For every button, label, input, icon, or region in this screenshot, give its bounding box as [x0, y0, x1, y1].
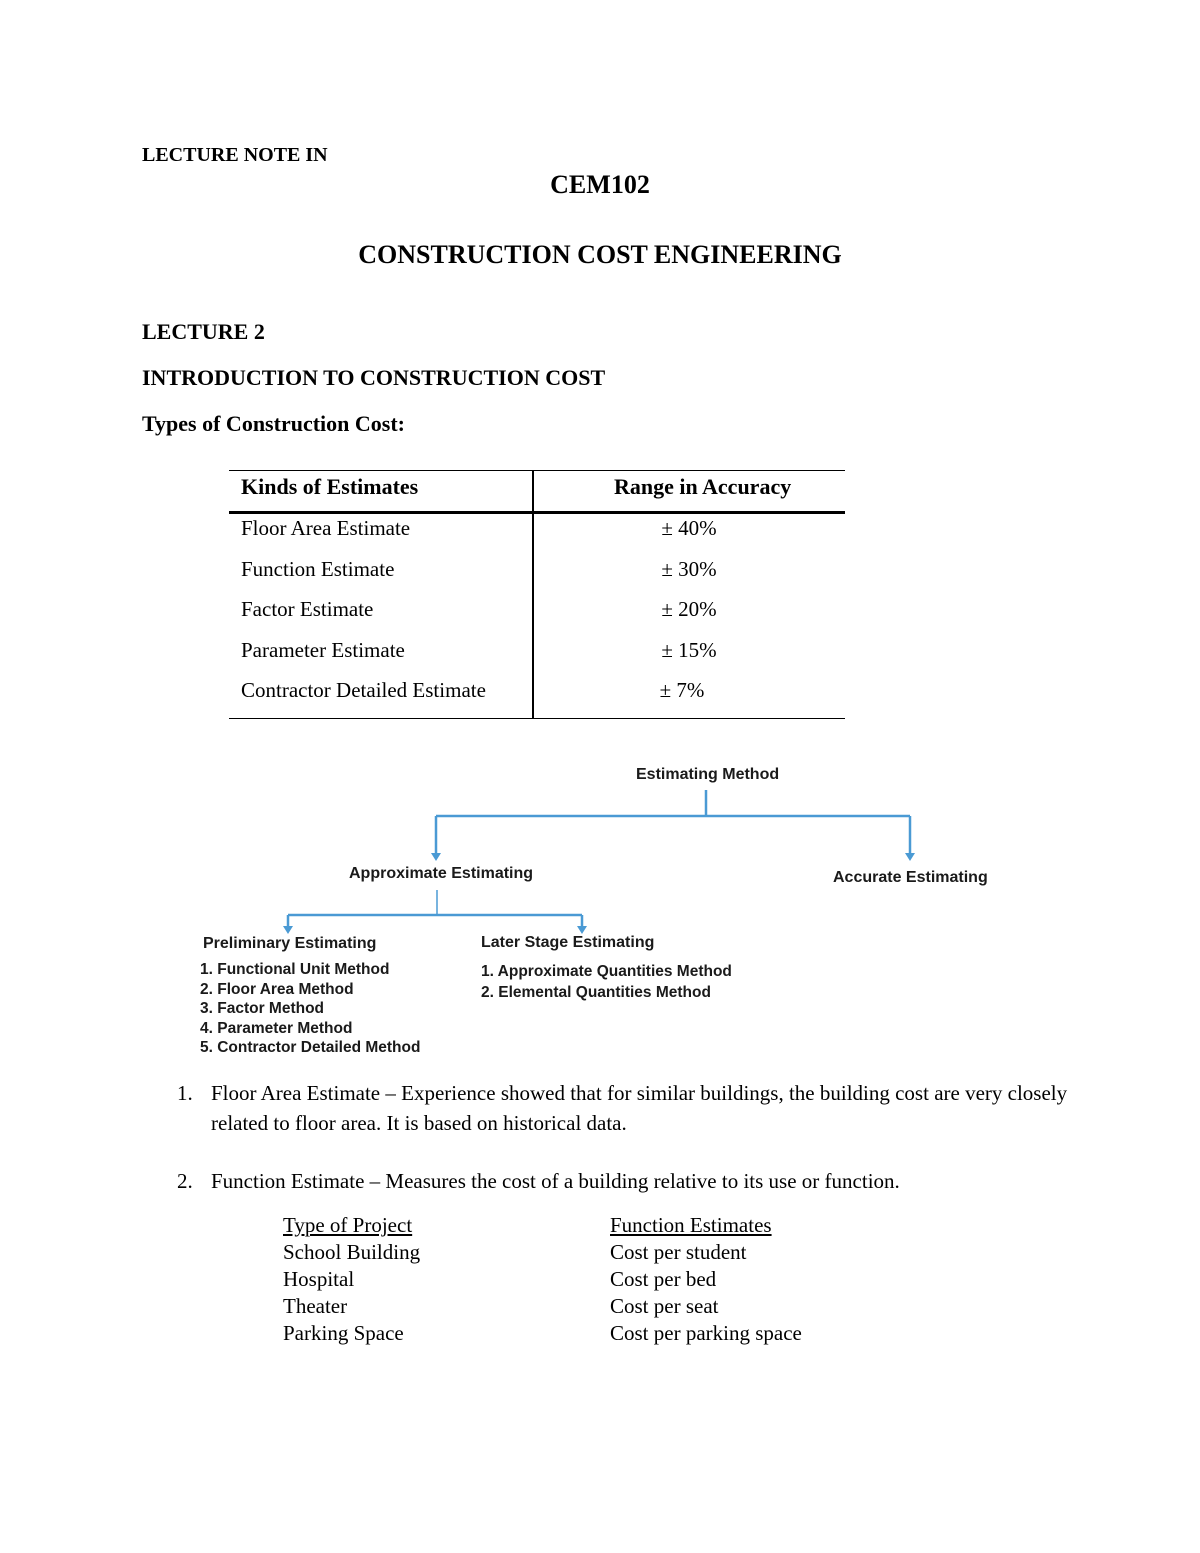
- list-item: 2. Floor Area Method: [200, 980, 354, 998]
- diagram-connectors: [0, 750, 1200, 1070]
- arrow-prelim: [283, 926, 293, 934]
- paragraph-floor-area: [177, 1078, 1077, 1138]
- preliminary-methods-list: [200, 960, 420, 1058]
- diagram-approximate-label: Approximate Estimating: [349, 865, 534, 882]
- estimate-cell: Cost per parking space: [610, 1321, 802, 1345]
- table-row-kind: Contractor Detailed Estimate: [241, 678, 486, 702]
- estimate-cell: Cost per student: [610, 1240, 747, 1264]
- later-stage-methods-list: [481, 961, 732, 1003]
- project-cell: Theater: [283, 1294, 348, 1318]
- column-header-project: Type of Project: [283, 1213, 413, 1237]
- project-cell: Hospital: [283, 1267, 355, 1291]
- lecture-topic: INTRODUCTION TO CONSTRUCTION COST: [142, 365, 606, 390]
- arrow-accurate: [905, 853, 915, 861]
- table-row-kind: Floor Area Estimate: [241, 516, 411, 540]
- diagram-root-label: Estimating Method: [636, 766, 780, 783]
- lecture-note-label: LECTURE NOTE IN: [142, 144, 328, 166]
- column-header-kinds: Kinds of Estimates: [241, 474, 419, 499]
- paragraph-text: Function Estimate – Measures the cost of a building relative to its use or function.: [211, 1169, 900, 1193]
- table-row-range: ± 7%: [659, 678, 705, 702]
- lecture-number: LECTURE 2: [142, 319, 265, 344]
- diagram-preliminary-title: Preliminary Estimating: [203, 935, 377, 952]
- course-title: CONSTRUCTION COST ENGINEERING: [358, 240, 842, 269]
- arrow-later: [577, 926, 587, 934]
- course-code: CEM102: [550, 170, 650, 199]
- table-header-divider: [229, 511, 845, 514]
- paragraph-number: 1.: [177, 1081, 193, 1105]
- column-header-range: Range in Accuracy: [614, 474, 792, 499]
- function-table-project-column: [283, 1212, 420, 1347]
- paragraph-text: Floor Area Estimate – Experience showed that for similar buildings, the building cost are very closely related to floor area. It is based on historical data.: [211, 1081, 1068, 1135]
- estimate-cell: Cost per bed: [610, 1267, 717, 1291]
- estimating-method-diagram: [0, 750, 1200, 1070]
- table-row-kind: Function Estimate: [241, 557, 395, 581]
- list-item: 1. Functional Unit Method: [200, 961, 390, 978]
- list-item: 3. Factor Method: [200, 1000, 325, 1017]
- paragraph-function: [177, 1166, 1077, 1196]
- estimate-cell: Cost per seat: [610, 1294, 719, 1318]
- list-item: 1. Approximate Quantities Method: [481, 963, 732, 980]
- table-column-divider: [532, 471, 534, 718]
- table-row-kind: Parameter Estimate: [241, 638, 405, 662]
- diagram-later-stage-title: Later Stage Estimating: [481, 934, 655, 951]
- project-cell: Parking Space: [283, 1321, 404, 1345]
- table-row-range: ± 40%: [661, 516, 717, 540]
- table-row-range: ± 30%: [661, 557, 717, 581]
- estimates-table: [229, 470, 845, 719]
- arrow-approx: [431, 853, 441, 861]
- list-item: 5. Contractor Detailed Method: [200, 1039, 421, 1056]
- list-item: 2. Elemental Quantities Method: [481, 984, 711, 1001]
- project-cell: School Building: [283, 1240, 421, 1264]
- column-header-estimate: Function Estimates: [610, 1213, 772, 1237]
- paragraph-number: 2.: [177, 1169, 193, 1193]
- table-row-kind: Factor Estimate: [241, 597, 374, 621]
- list-item: 4. Parameter Method: [200, 1019, 353, 1037]
- function-table-estimate-column: [610, 1212, 802, 1347]
- diagram-accurate-label: Accurate Estimating: [833, 869, 988, 886]
- table-row-range: ± 15%: [661, 638, 717, 662]
- table-row-range: ± 20%: [661, 597, 717, 621]
- section-heading: Types of Construction Cost:: [142, 411, 405, 436]
